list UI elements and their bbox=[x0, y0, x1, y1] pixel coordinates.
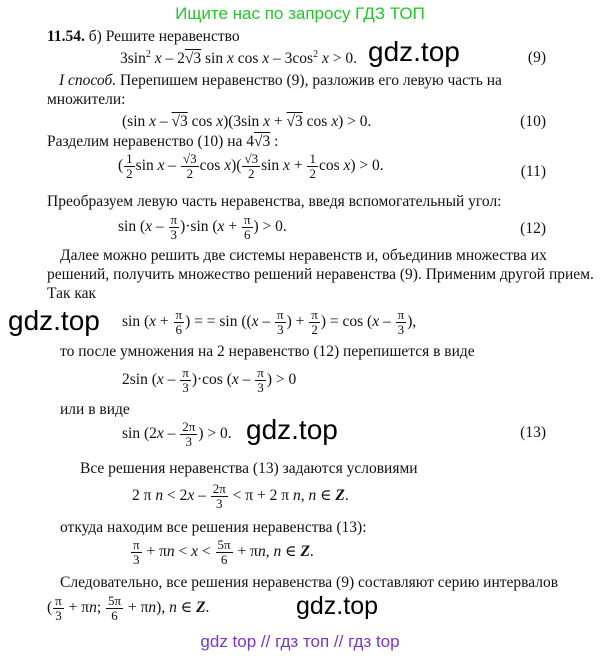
conclusion-line: Следовательно, все решения неравенства (9) составляют серию интервалов bbox=[60, 574, 559, 591]
equation-number: (11) bbox=[520, 163, 546, 180]
paragraph-line-1: Далее можно решить две системы неравенств и, объединив множества их bbox=[60, 247, 547, 264]
solution-interval: $\frac{\pi}{3}$ + πn < x < $\frac{5\pi}{6}$ + πn, n ∈ Z. bbox=[133, 537, 314, 567]
double-equation: 2sin (x – $\frac{\pi}{3}$ )·cos (x – $\frac{\pi}{3}$ ) > 0 bbox=[122, 365, 297, 395]
factor-line: множители: bbox=[47, 91, 126, 108]
equation-number: (10) bbox=[520, 113, 546, 130]
or-line: или в виде bbox=[60, 401, 130, 418]
paragraph-line-3: Так как bbox=[47, 285, 97, 302]
equation-number: (12) bbox=[520, 220, 546, 237]
divide-text: Разделим неравенство (10) на 4 bbox=[47, 133, 255, 150]
equation-number: (9) bbox=[527, 49, 546, 66]
condition-equation: 2 π n < 2x – $\frac{2\pi}{3}$ < π + 2 π n, n ∈ Z. bbox=[132, 481, 349, 511]
equation-number: (13) bbox=[520, 424, 546, 441]
problem-header bbox=[47, 28, 240, 46]
transform-line: Преобразуем левую часть неравенства, введя вспомогательный угол: bbox=[47, 193, 502, 210]
equation-11: ( $\frac{1}{2}$ sin x – $\frac{√3}{2}$ cos x)( $\frac{√3}{2}$ sin x + $\frac{1}{2}$ cos x) > 0. bbox=[118, 151, 384, 181]
method-text: Перепишем неравенство (9), разложив его левую часть на bbox=[120, 72, 502, 89]
method-line bbox=[47, 72, 577, 90]
watermark: gdz.top bbox=[246, 414, 338, 445]
identity-equation: sin (x + $\frac{\pi}{6}$ ) = = sin ((x – $\frac{\pi}{3}$ ) + $\frac{\pi}{2}$ ) = cos (x – $\frac{\pi}{3}$ ), bbox=[122, 307, 417, 337]
multiply-line: то после умножения на 2 неравенство (12) перепишется в виде bbox=[60, 343, 475, 360]
method-label: I способ. bbox=[59, 72, 117, 89]
final-answer: ( $\frac{\pi}{3}$ + πn; $\frac{5\pi}{6}$ + πn), n ∈ Z. bbox=[47, 593, 210, 623]
search-banner: Ищите нас по запросу ГДЗ ТОП bbox=[175, 4, 425, 23]
problem-number: 11.54. bbox=[47, 28, 85, 45]
equation-13: sin (2x – $\frac{2\pi}{3}$ ) > 0. bbox=[122, 419, 232, 449]
equation-10: (sin x – √3 cos x)(3sin x + √3 cos x) > 0. bbox=[122, 113, 372, 130]
watermark: gdz.top bbox=[368, 36, 460, 67]
paragraph-line-2: решений, получить множество решений неравенства (9). Применим другой прием. bbox=[47, 266, 594, 283]
divide-line: Разделим неравенство (10) на 4√3 : bbox=[47, 133, 279, 150]
equation-9: $3\sin^2$ x – 2√3 sin x cos x – $3\cos^2$ x > 0. bbox=[120, 49, 357, 68]
all-solutions-line: Все решения неравенства (13) задаются условиями bbox=[80, 460, 418, 477]
hence-line: откуда находим все решения неравенства (13): bbox=[60, 519, 367, 536]
watermark: gdz.top bbox=[296, 592, 379, 620]
watermark: gdz.top bbox=[8, 305, 100, 336]
problem-intro: б) Решите неравенство bbox=[88, 28, 240, 45]
footer-links: gdz top // гдз топ // гдз top bbox=[200, 632, 400, 651]
equation-12: sin (x – $\frac{\pi}{3}$ )·sin (x + $\frac{\pi}{6}$ ) > 0. bbox=[118, 212, 287, 242]
